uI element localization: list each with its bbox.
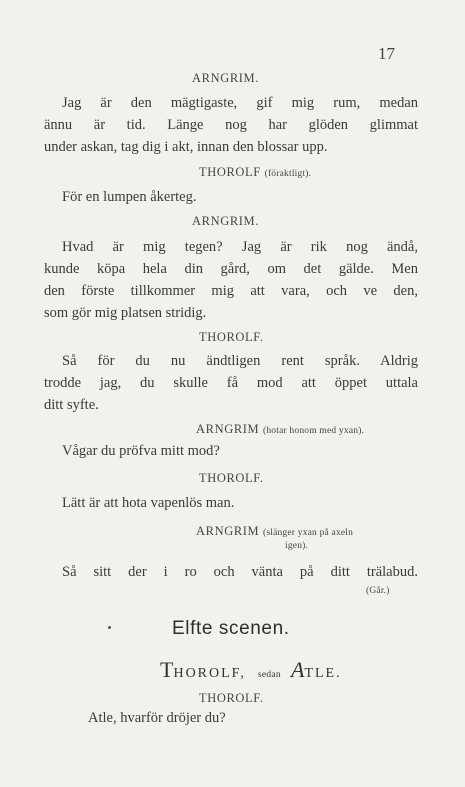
dialogue-line: Så sitt der i ro och vänta på ditt trälabud.: [62, 564, 418, 580]
cast-initial: A: [290, 657, 305, 682]
speaker-thorolf: THOROLF.: [199, 691, 264, 705]
speaker-arngrim: ARNGRIM.: [192, 214, 259, 228]
dialogue-line: Vågar du pröfva mitt mod?: [62, 443, 220, 459]
speaker-thorolf: [199, 165, 311, 180]
dialogue-line: under askan, tag dig i akt, innan den blossar upp.: [44, 139, 328, 155]
cast-name: TLE.: [304, 666, 342, 681]
cast-name: HOROLF,: [173, 666, 246, 681]
scene-cast: [160, 657, 342, 683]
dialogue-line: kunde köpa hela din gård, om det gälde. Men: [44, 261, 418, 277]
speaker-name: ARNGRIM: [196, 422, 260, 436]
cast-connector: sedan: [257, 670, 281, 680]
page-dot: [108, 626, 111, 629]
speaker-thorolf: THOROLF.: [199, 330, 264, 344]
speaker-name: THOROLF: [199, 165, 261, 179]
page-number: 17: [378, 44, 395, 63]
dialogue-line: ditt syfte.: [44, 397, 99, 413]
stage-direction: (föraktligt).: [264, 169, 312, 179]
dialogue-line: den förste tillkommer mig att vara, och ve den,: [44, 283, 418, 299]
dialogue-line: Atle, hvarför dröjer du?: [88, 710, 226, 726]
dialogue-line: trodde jag, du skulle få mod att öppet uttala: [44, 375, 418, 391]
exit-stage-direction: (Går.): [366, 586, 390, 596]
dialogue-line: Så för du nu ändtligen rent språk. Aldrig: [62, 353, 418, 369]
scene-title: Elfte scenen.: [172, 618, 290, 639]
speaker-arngrim: ARNGRIM.: [192, 71, 259, 85]
stage-direction: (hotar honom med yxan).: [262, 426, 365, 436]
speaker-arngrim: [196, 422, 364, 437]
speaker-name: ARNGRIM: [196, 524, 260, 538]
speaker-thorolf: THOROLF.: [199, 471, 264, 485]
stage-direction: (slänger yxan på axeln: [262, 528, 354, 538]
cast-initial: T: [160, 657, 174, 682]
speaker-arngrim: [196, 524, 353, 539]
dialogue-line: För en lumpen åkerteg.: [62, 189, 197, 205]
dialogue-line: Hvad är mig tegen? Jag är rik nog ändå,: [62, 239, 418, 255]
dialogue-line: ännu är tid. Länge nog har glöden glimmat: [44, 117, 418, 133]
dialogue-line: Jag är den mägtigaste, gif mig rum, medan: [62, 95, 418, 111]
stage-direction: igen).: [285, 541, 309, 551]
dialogue-line: som gör mig platsen stridig.: [44, 305, 207, 321]
dialogue-line: Lätt är att hota vapenlös man.: [62, 495, 235, 511]
